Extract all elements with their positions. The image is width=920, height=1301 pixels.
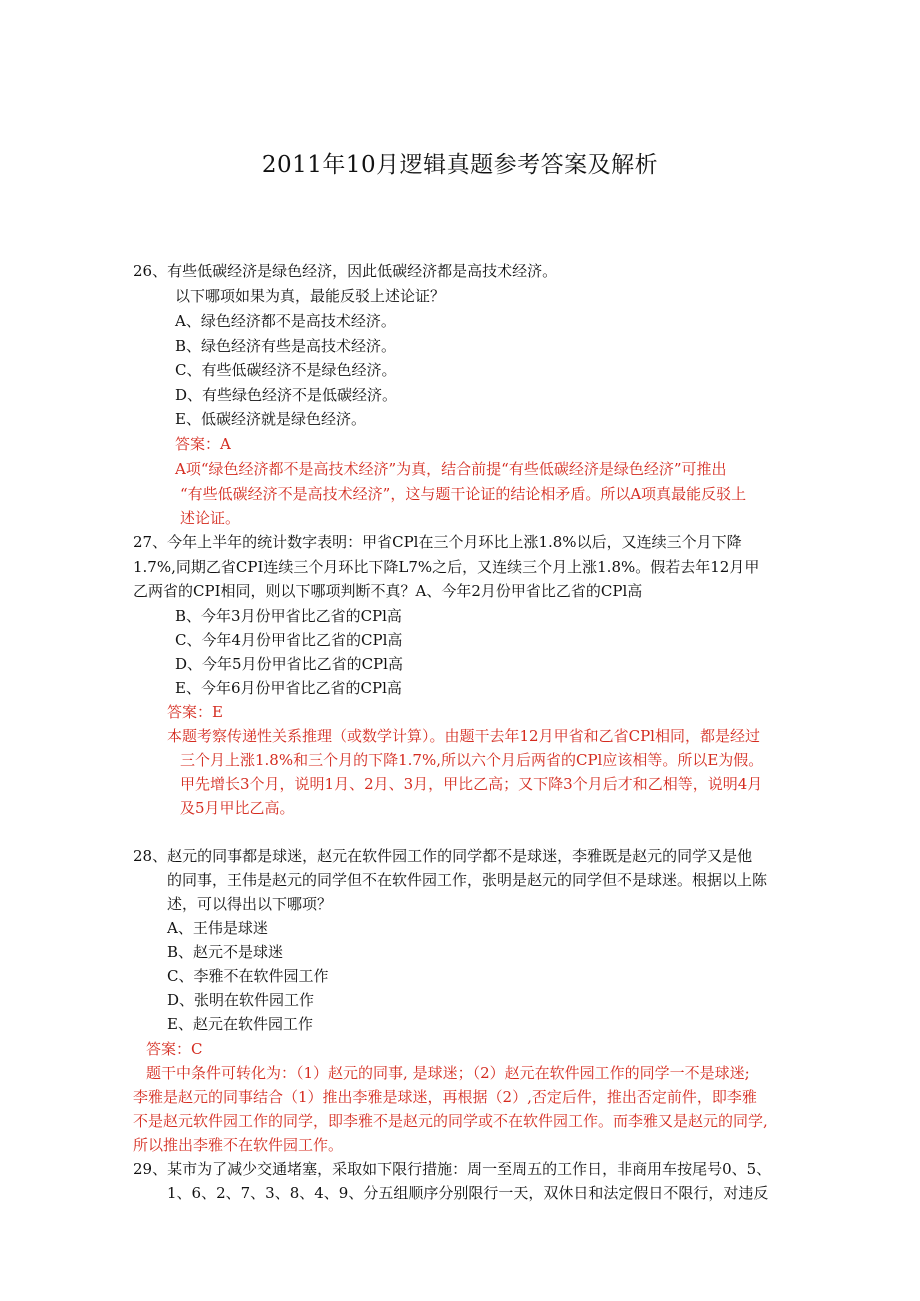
q28-explanation-line: 不是赵元软件园工作的同学，即李雅不是赵元的同学或不在软件园工作。而李雅又是赵元的同学, [133, 1112, 768, 1130]
q28-option-d: D、张明在软件园工作 [167, 991, 315, 1009]
page-title: 2011年10月逻辑真题参考答案及解析 [261, 152, 659, 178]
q28-explanation-line: 题干中条件可转化为：（1）赵元的同事, 是球迷；（2）赵元在软件园工作的同学一不是球迷; [146, 1064, 750, 1082]
q26-explanation-line: “有些低碳经济不是高技术经济”，这与题干论证的结论相矛盾。所以A项真最能反驳上 [180, 485, 747, 503]
q26-option-b: B、绿色经济有些是高技术经济。 [175, 337, 397, 355]
q26-stem: 26、有些低碳经济是绿色经济，因此低碳经济都是高技术经济。 [133, 262, 558, 280]
q27-option-c: C、今年4月份甲省比乙省的CPl高 [175, 631, 403, 649]
q29-stem-line: 29、某市为了减少交通堵塞，采取如下限行措施：周一至周五的工作日，非商用车按尾号0、5、 [133, 1160, 772, 1178]
q28-option-e: E、赵元在软件园工作 [167, 1015, 313, 1033]
q28-answer: 答案：C [146, 1040, 203, 1058]
q28-stem-line: 28、赵元的同事都是球迷，赵元在软件园工作的同学都不是球迷，李雅既是赵元的同学又是他 [133, 847, 753, 865]
q27-explanation-line: 甲先增长3个月，说明1月、2月、3月，甲比乙高；又下降3个月后才和乙相等，说明4月 [180, 775, 763, 793]
q29-stem-line: 1、6、2、7、3、8、4、9、分五组顺序分别限行一天，双休日和法定假日不限行，对违反 [167, 1184, 769, 1202]
q27-answer: 答案：E [167, 703, 223, 721]
q28-stem-line: 的同事，王伟是赵元的同学但不在软件园工作，张明是赵元的同学但不是球迷。根据以上陈 [167, 871, 768, 889]
q26-option-d: D、有些绿色经济不是低碳经济。 [175, 386, 398, 404]
q28-option-a: A、王伟是球迷 [167, 919, 268, 937]
q26-option-a: A、绿色经济都不是高技术经济。 [175, 312, 396, 330]
q27-stem-line: 27、今年上半年的统计数字表明：甲省CPl在三个月环比上涨1.8%以后，又连续三个月下降 [133, 533, 742, 551]
q28-option-c: C、李雅不在软件园工作 [167, 967, 329, 985]
q28-option-b: B、赵元不是球迷 [167, 943, 284, 961]
q26-option-e: E、低碳经济就是绿色经济。 [175, 410, 366, 428]
q27-explanation-line: 及5月甲比乙高。 [180, 799, 295, 817]
q26-option-c: C、有些低碳经济不是绿色经济。 [175, 361, 397, 379]
q27-option-d: D、今年5月份甲省比乙省的CPl高 [175, 655, 403, 673]
q27-explanation-line: 三个月上涨1.8%和三个月的下降1.7%,所以六个月后两省的CPl应该相等。所以E为假。 [180, 751, 764, 769]
q28-explanation-line: 所以推出李雅不在软件园工作。 [133, 1136, 344, 1154]
q27-option-b: B、今年3月份甲省比乙省的CPl高 [175, 607, 402, 625]
q27-option-e: E、今年6月份甲省比乙省的CPl高 [175, 679, 402, 697]
q27-stem-line: 乙两省的CPI相同，则以下哪项判断不真？A、今年2月份甲省比乙省的CPl高 [133, 582, 643, 600]
q26-explanation-line: A项“绿色经济都不是高技术经济”为真，结合前提“有些低碳经济是绿色经济”可推出 [175, 460, 727, 478]
q26-explanation-line: 述论证。 [180, 509, 241, 527]
q27-stem-line: 1.7%,同期乙省CPI连续三个月环比下降L7%之后，又连续三个月上涨1.8%。假若去年12月甲 [133, 558, 760, 576]
q26-prompt: 以下哪项如果为真，最能反驳上述论证？ [175, 287, 446, 305]
q26-answer: 答案：A [175, 435, 231, 453]
q28-stem-line: 述，可以得出以下哪项？ [167, 895, 333, 913]
q27-explanation-line: 本题考察传递性关系推理（或数学计算）。由题干去年12月甲省和乙省CPl相同，都是经过 [167, 727, 760, 745]
q28-explanation-line: 李雅是赵元的同事结合（1）推出李雅是球迷，再根据（2）,否定后件，推出否定前件，即李雅 [133, 1088, 757, 1106]
